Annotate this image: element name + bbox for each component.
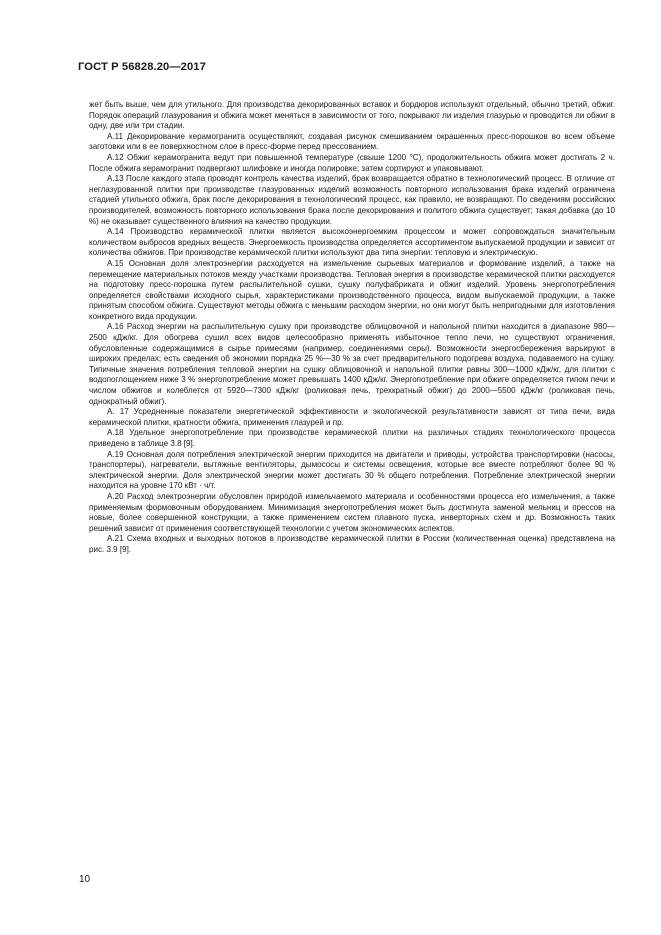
page-number: 10 (79, 874, 91, 885)
paragraph-a17: А. 17 Усредненные показатели энергетической эффективности и экологической результативности зависят от типа печи, вида керамической плитки, кратности обжига, применения глазурей и пр. (89, 407, 615, 427)
paragraph-a15: А.15 Основная доля электроэнергии расходуется на измельчение сырьевых материалов и формование изделий, а также на перемещение материальных потоков между участками производства. Тепловая энергия в производстве керамической плитки расходуется на подготовку пресс-порошка путем распылительной сушки, сушку полуфабриката и обжиг изделий. Уровень энергопотребления определяется свойствами исходного сырья, характеристиками производственного процесса, видом выпускаемой продукции, а также принятым способом обжига. Существуют методы обжига с меньшим расходом энергии, но они могут быть непригодными для изготовления конкретного вида продукции. (89, 258, 615, 321)
paragraph-a11: А.11 Декорирование керамогранита осуществляют, создавая рисунок смешиванием окрашенных пресс-порошков во всем объеме заготовки или в ее поверхностном слое в пресс-форме перед прессованием. (89, 131, 615, 152)
paragraph-a18: А.18 Удельное энергопотребление при производстве керамической плитки на различных стадиях технологического процесса приведено в таблице 3.8 [9]. (89, 428, 615, 448)
paragraph-a19: А.19 Основная доля потребления электрической энергии приходится на двигатели и приводы, устройства транспортировки (насосы, транспортеры), нагреватели, вытяжные вентиляторы, дымососы и системы освещения, которые все вместе потребляют более 90 % электрической энергии. Доля электрической энергии может достигать 30 % общего потребления. Потребление электрической энергии находится на уровне 170 кВт · ч/т. (89, 449, 615, 491)
paragraph-a12: А.12 Обжиг керамогранита ведут при повышенной температуре (свыше 1200 °С), продолжительность обжига может достигать 2 ч. После обжига керамогранит подвергают шлифовке и иногда полировке; затем сортируют и упаковывают. (89, 152, 615, 173)
paragraph-continuation: жет быть выше, чем для утильного. Для производства декорированных вставок и бордюров используют отдельный, обычно третий, обжиг. Порядок операций глазурования и обжига может меняться в зависимости от того, покрывают ли изделия глазурью и проводится ли обжиг в одну, две или три стадии. (89, 100, 615, 131)
paragraph-a13: А.13 После каждого этапа проводят контроль качества изделий, брак возвращается обратно в технологический процесс. В отличие от неглазурованной плитки при производстве глазурованных изделий возможность повторного использования брака изделий ограничена стадией утильного обжига, брак после декорирования в технологический процесс, как правило, не возвращают. По сведениям российских производителей, возможность повторного использования брака после декорирования и политого обжига существует; такая добавка (до 10 %) не оказывает существенного влияния на качество продукции. (89, 174, 615, 226)
paragraph-a21: А.21 Схема входных и выходных потоков в производстве керамической плитки в России (количественная оценка) представлена на рис. 3.9 [9]. (89, 534, 615, 554)
document-body (89, 100, 615, 556)
paragraph-a16: А.16 Расход энергии на распылительную сушку при производстве облицовочной и напольной плитки находится в диапазоне 980—2500 кДж/кг. Для обогрева сушил всех видов целесообразно применять избыточное тепло печи, но существуют ограничения, обусловленные содержащимися в сырье примесями (например, соединениями серы). Возможности энергосбережения варьируют в широких пределах; есть сведения об экономии порядка 25 %—30 % за счет предварительного подогрева воздуха, подаваемого на сушку. Типичные значения потребления тепловой энергии на сушку облицовочной и напольной плитки равны 300—1000 кДж/кг, для плитки с водопоглощением ниже 3 % энергопотребление может превышать 1400 кДж/кг. Энергопотребление при обжиге определяется типом печи и числом обжигов и колеблется от 5920—7300 кДж/кг (роликовая печь, трехкратный обжиг) до 2000—5500 кДж/кг (роликовая печь, однократный обжиг). (89, 322, 615, 406)
paragraph-a20: А.20 Расход электроэнергии обусловлен природой измельчаемого материала и особенностями процесса его измельчения, а также применяемым формовочным оборудованием. Минимизация энергопотребления может быть достигнута заменой мельниц и прессов на новые, более совершенной конструкции, а также применением систем плавного пуска, инверторных схем и др. Возможность таких решений зависит от применения соответствующей технологии с учетом экономических аспектов. (89, 491, 615, 533)
document-header: ГОСТ Р 56828.20—2017 (78, 61, 206, 73)
paragraph-a14: А.14 Производство керамической плитки является высокоэнергоемким процессом и может сопровождаться значительным количеством выбросов вредных веществ. Энергоемкость производства определяется ассортиментом выпускаемой продукции и зависит от количества обжигов. При производстве керамической плитки используют два типа энергии: тепловую и электрическую. (89, 227, 615, 258)
